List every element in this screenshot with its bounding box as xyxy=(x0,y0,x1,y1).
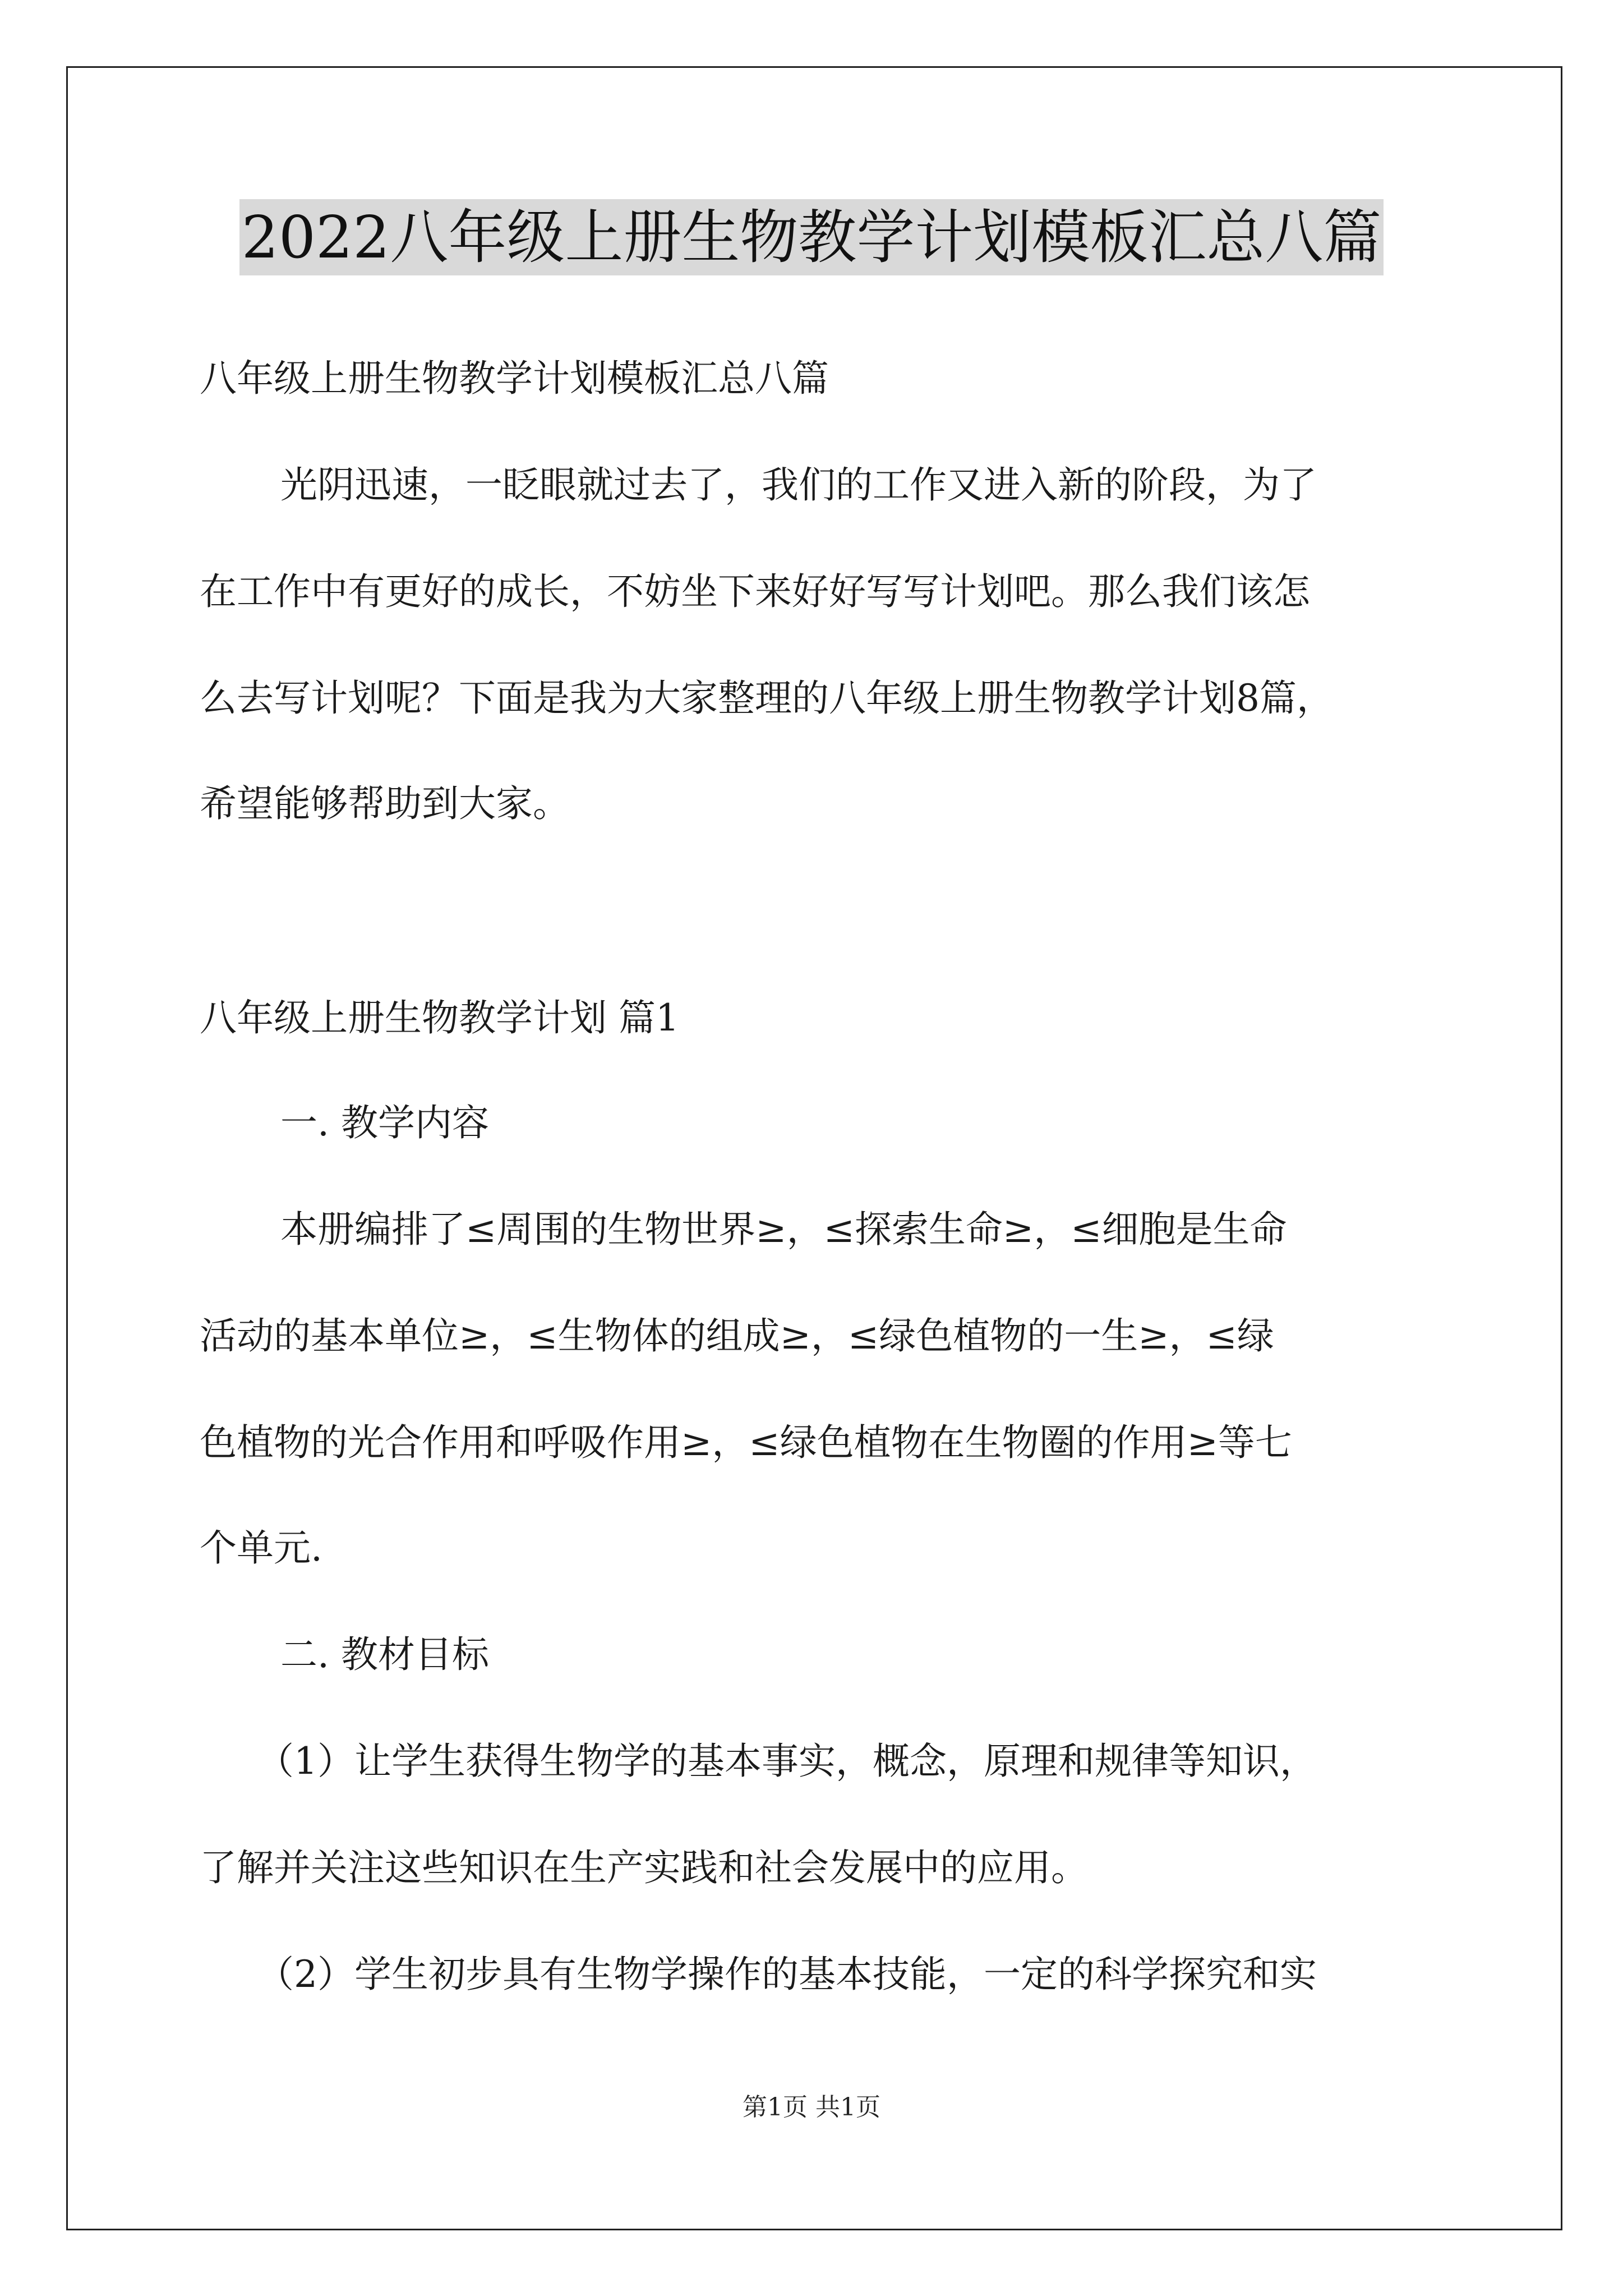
content-heading: 一. 教学内容 xyxy=(280,1101,489,1144)
intro-paragraph-line: 希望能够帮助到大家。 xyxy=(200,782,570,825)
intro-paragraph-line: 光阴迅速，一眨眼就过去了，我们的工作又进入新的阶段，为了 xyxy=(280,463,1317,507)
goal-paragraph-line: 了解并关注这些知识在生产实践和社会发展中的应用。 xyxy=(200,1846,1088,1889)
page-footer: 第1页 共1页 xyxy=(743,2093,880,2122)
content-paragraph-line: 本册编排了≤周围的生物世界≥，≤探索生命≥，≤细胞是生命 xyxy=(280,1208,1287,1251)
document-title: 2022八年级上册生物教学计划模板汇总八篇 xyxy=(239,199,1384,275)
document-subtitle: 八年级上册生物教学计划模板汇总八篇 xyxy=(200,357,829,400)
content-paragraph-line: 色植物的光合作用和呼吸作用≥，≤绿色植物在生物圈的作用≥等七 xyxy=(200,1421,1292,1464)
section-heading: 八年级上册生物教学计划 篇1 xyxy=(200,996,679,1039)
content-paragraph-line: 个单元. xyxy=(200,1526,322,1570)
goal-paragraph-line: （1）让学生获得生物学的基本事实，概念，原理和规律等知识， xyxy=(257,1740,1317,1783)
goal-paragraph-line: （2）学生初步具有生物学操作的基本技能，一定的科学探究和实 xyxy=(257,1953,1317,1996)
intro-paragraph-line: 在工作中有更好的成长，不妨坐下来好好写写计划吧。那么我们该怎 xyxy=(200,570,1310,613)
title-container xyxy=(0,199,1623,275)
content-paragraph-line: 活动的基本单位≥，≤生物体的组成≥，≤绿色植物的一生≥，≤绿 xyxy=(200,1314,1274,1358)
goals-heading: 二. 教材目标 xyxy=(280,1633,489,1676)
intro-paragraph-line: 么去写计划呢？下面是我为大家整理的八年级上册生物教学计划8篇， xyxy=(200,677,1334,720)
